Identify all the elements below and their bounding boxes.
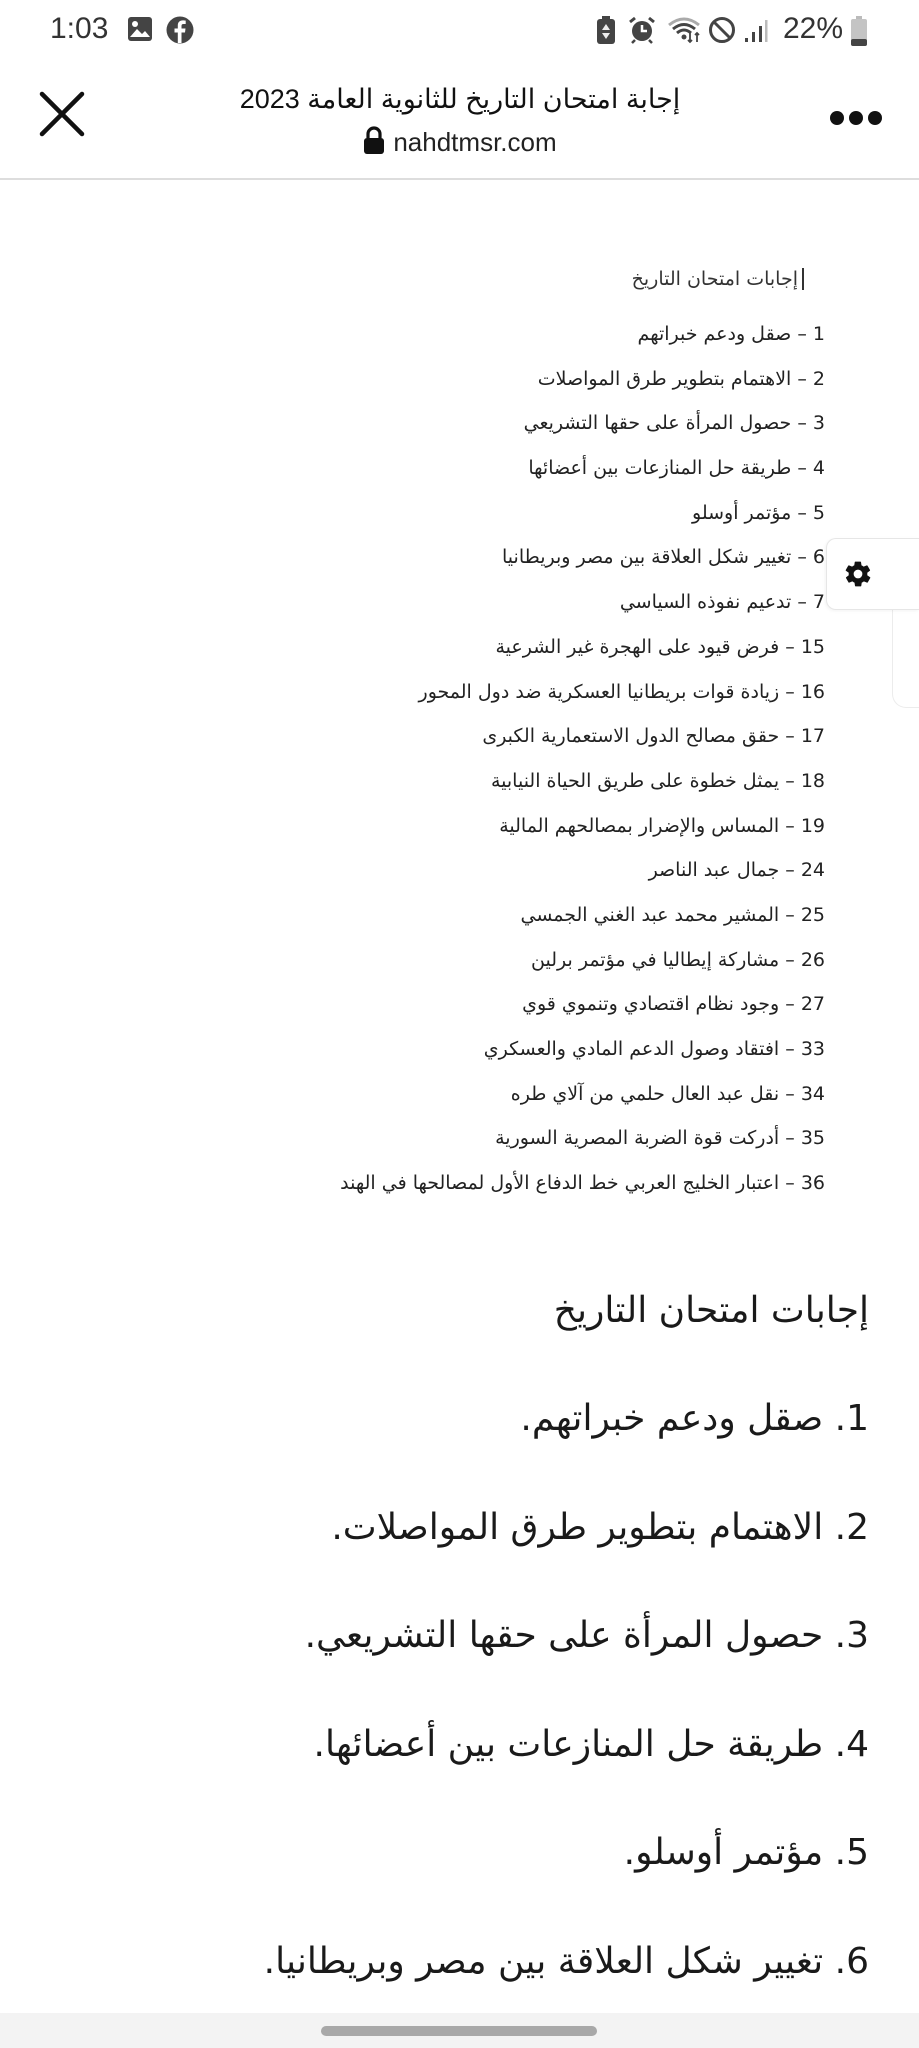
system-nav-bar (0, 2013, 919, 2048)
answer-sheet-item: 3 – حصول المرأة على حقها التشريعي (523, 412, 825, 435)
answer-sheet-item: 16 – زيادة قوات بريطانيا العسكرية ضد دول المحور (418, 680, 825, 703)
answer-sheet-list (340, 312, 825, 1206)
gallery-icon (127, 16, 153, 46)
signal-icon (744, 16, 768, 48)
battery-percent: 22% (783, 12, 844, 45)
lock-icon (363, 126, 385, 161)
answer-sheet-item: 24 – جمال عبد الناصر (648, 859, 825, 882)
battery-icon (851, 16, 867, 50)
more-options-button[interactable] (826, 106, 886, 130)
answer-sheet-item: 4 – طريقة حل المنازعات بين أعضائها (528, 457, 825, 480)
article-answer-item: 3. حصول المرأة على حقها التشريعي. (304, 1615, 869, 1656)
answer-sheet-item: 36 – اعتبار الخليج العربي خط الدفاع الأول لمصالحها في الهند (340, 1172, 825, 1195)
article-answer-item: 6. تغيير شكل العلاقة بين مصر وبريطانيا. (263, 1940, 869, 1982)
status-bar (0, 0, 919, 60)
gear-icon (843, 559, 873, 589)
settings-tab-outline (892, 600, 919, 708)
page-domain: nahdtmsr.com (393, 127, 557, 157)
answer-sheet-heading: إجابات امتحان التاريخ (632, 268, 804, 290)
answer-sheet-item: 18 – يمثل خطوة على طريق الحياة النيابية (490, 769, 825, 792)
answer-sheet-item: 7 – تدعيم نفوذه السياسي (619, 591, 825, 614)
facebook-icon (166, 16, 194, 48)
in-app-browser-header (0, 60, 919, 180)
page-url (160, 126, 760, 161)
article-answer-item: 1. صقل ودعم خبراتهم. (520, 1398, 869, 1439)
close-icon (36, 88, 88, 140)
article-answer-list (264, 1398, 869, 2048)
alarm-icon (628, 16, 656, 48)
answer-sheet-item: 15 – فرض قيود على الهجرة غير الشرعية (495, 635, 825, 658)
article-answer-item: 4. طريقة حل المنازعات بين أعضائها. (313, 1723, 869, 1765)
home-indicator[interactable] (321, 2026, 597, 2036)
answer-sheet-item: 2 – الاهتمام بتطوير طرق المواصلات (537, 367, 825, 390)
more-options-dot (849, 111, 863, 125)
answer-sheet-item: 35 – أدركت قوة الضربة المصرية السورية (495, 1127, 825, 1150)
more-options-dot (868, 111, 882, 125)
answer-sheet-item: 19 – المساس والإضرار بمصالحهم المالية (499, 814, 825, 837)
answer-sheet-item: 27 – وجود نظام اقتصادي وتنموي قوي (522, 993, 825, 1016)
answer-sheet-item: 17 – حقق مصالح الدول الاستعمارية الكبرى (482, 725, 825, 748)
do-not-disturb-icon (708, 16, 736, 48)
answer-sheet-item: 26 – مشاركة إيطاليا في مؤتمر برلين (531, 948, 825, 971)
article-answer-item: 2. الاهتمام بتطوير طرق المواصلات. (331, 1506, 869, 1548)
answer-sheet-item: 6 – تغيير شكل العلاقة بين مصر وبريطانيا (502, 546, 825, 569)
article-heading: إجابات امتحان التاريخ (553, 1290, 869, 1331)
page-title: إجابة امتحان التاريخ للثانوية العامة 2023 (239, 84, 681, 114)
settings-button[interactable] (826, 538, 919, 610)
answer-sheet-item: 34 – نقل عبد العال حلمي من آلاي طره (510, 1082, 825, 1105)
battery-saver-icon (597, 16, 615, 48)
answer-sheet-image (300, 250, 840, 1200)
answer-sheet-item: 1 – صقل ودعم خبراتهم (637, 323, 825, 345)
answer-sheet-item: 25 – المشير محمد عبد الغني الجمسي (520, 903, 825, 926)
wifi-icon (667, 16, 703, 48)
close-button[interactable] (36, 88, 88, 140)
answer-sheet-item: 33 – افتقاد وصول الدعم المادي والعسكري (483, 1038, 825, 1060)
more-options-icon (830, 111, 844, 125)
status-time: 1:03 (50, 12, 109, 45)
answer-sheet-item: 5 – مؤتمر أوسلو (692, 501, 825, 524)
article-answer-item: 5. مؤتمر أوسلو. (623, 1832, 869, 1873)
